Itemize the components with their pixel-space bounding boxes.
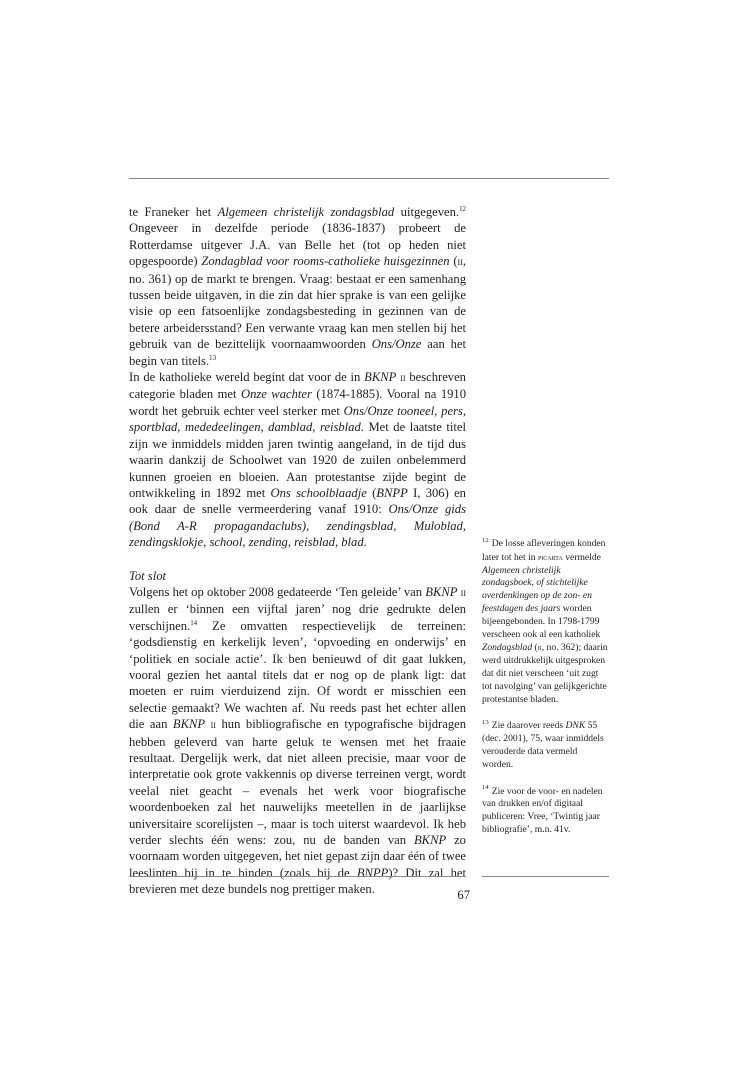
footnote-ref-13[interactable]: 13 [209,354,217,362]
footnote-13: $^{13}$ Zie daarover reeds DNK 55 (dec. 2001), 75, waar inmiddels verouderde data vermeld worden. [482,719,604,770]
footnote-ref-14[interactable]: 14 [190,619,198,627]
footnote-14: $^{14}$ Zie voor de voor- en nadelen van drukken en/of digitaal publiceren: Vree, ‘Twintig jaar bibliografie’, m.n. 41v. [482,784,603,835]
page-number: 67 [457,888,470,902]
bottom-rule-notes [482,876,609,877]
paragraph-3: Volgens het op oktober 2008 gedateerde ‘Ten geleide’ van BKNP ii zullen er ‘binnen een vijftal jaren’ nog drie gedrukte delen verschijnen.$^{14}$ Ze omvatten respectievelijk de terreinen: ‘godsdienstig en kerkelijk leven’, ‘opvoeding en onderwijs’ en ‘politiek en sociale actie’. Ik ben benieuwd of dit gaat lukken, vooral gezien het aantal titels dat er nog op de plank ligt: dat moeten er ruim vierduizend zijn. Of wordt er misschien een selectie gemaakt? We wachten af. Nu reeds past het echter allen die aan BKNP ii hun bibliografische en typografische bijdragen hebben geleverd van harte geluk te wensen met het fraaie resultaat. Dergelijk werk, dat niet alleen precisie, maar voor de interpretatie ook grote vakkennis op diverse terreinen vergt, wordt veelal niet geacht – evenals het werk voor biografische woordenboeken zal het nauwelijks meetellen in de jaarlijkse universitaire scorelijsten –, maar is toch uiterst waardevol. Ik heb verder slechts één wens: zou, nu de banden van BKNP zo voornaam worden uitgegeven, het niet gepast zijn daar één of twee leeslinten bij in te binden (zoals bij de BNPP)? Dit zal het brevieren met deze bundels nog prettiger maken. [129,584,466,897]
section-heading: Tot slot [129,568,166,583]
footnote-ref-12[interactable]: 12 [459,205,466,213]
main-text-column [129,204,466,898]
paragraph-1: te Franeker het Algemeen christelijk zondagsblad uitgegeven.$^{12}$ Ongeveer in dezelfde periode (1836-1837) probeert de Rotterdamse uitgever J.A. van Belle het (tot op heden niet opgespoorde) Zondagblad voor rooms-catholieke huisgezinnen (ii, no. 361) op de markt te brengen. Vraag: bestaat er een samenhang tussen beide uitgaven, in die zin dat hier sprake is van een gelijke visie op een fatsoenlijke zondagsbesteding in gezinnen van de betere arbeidersstand? Een verwante vraag kan men stellen bij het gebruik van de bezittelijk voornaamwoorden Ons/Onze aan het begin van titels.$^{13}$ [129,205,467,368]
footnote-12: $^{12}$ De losse afleveringen konden later tot het in picarta vermelde Algemeen christelijk zondagsboek, of stichtelijke overdenkingen op de zon- en feestdagen des jaars worden bijeengebonden. In 1798-1799 verscheen ook al een katholiek Zondagsblad (ii, no. 362); daarin werd uitdrukkelijk uitgesproken dat dit niet verscheen ‘uit zugt tot navolging’ van gelijkgerichte protestantse bladen. [482,536,608,705]
section-gap [129,551,466,568]
bottom-rule-main [129,876,466,877]
paragraph-2: In de katholieke wereld begint dat voor de in BKNP ii beschreven categorie bladen met Onze wachter (1874-1885). Vooral na 1910 wordt het gebruik echter veel sterker met Ons/Onze tooneel, pers, sportblad, mededeelingen, damblad, reisblad. Met de laatste titel zijn we inmiddels midden jaren twintig aangeland, in de tijd dus waarin dankzij de Schoolwet van 1920 de zuilen onbelemmerd kunnen groeien en bloeien. Aan protestantse zijde begint de ontwikkeling in 1892 met Ons schoolblaadje (BNPP I, 306) en ook daar de snelle vermeerdering vanaf 1910: Ons/Onze gids (Bond A-R propagandaclubs), zendingsblad, Muloblad, zendingsklokje, school, zending, reisblad, blad. [129,370,467,550]
footnotes-column [482,538,610,851]
top-rule [129,178,609,179]
